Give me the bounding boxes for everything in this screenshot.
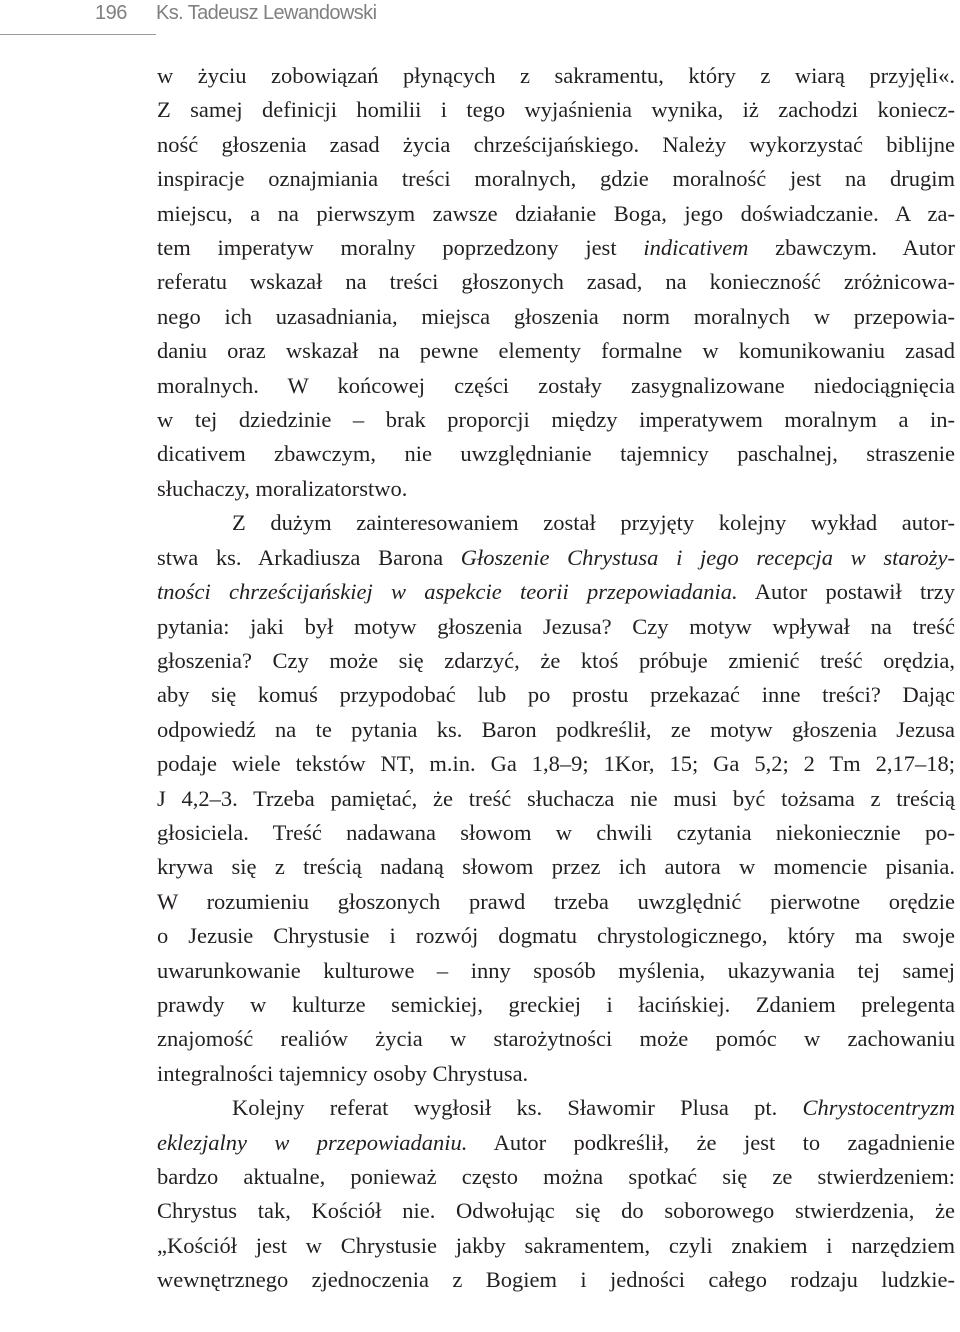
text-line (157, 919, 955, 953)
text-line (157, 541, 955, 575)
text-run: moralnych. W końcowej części zostały zasygnalizowane niedociągnięcia (157, 372, 955, 398)
text-line (157, 1229, 955, 1263)
italic-title: eklezjalny w przepowiadaniu. (157, 1129, 468, 1155)
text-line (157, 678, 955, 712)
text-line (157, 437, 955, 471)
text-run: pytania: jaki był motyw głoszenia Jezusa? Czy motyw wpływał na treść (157, 613, 955, 639)
text-line (157, 472, 955, 506)
text-line (157, 1091, 955, 1125)
italic-title: tności chrześcijańskiej w aspekcie teorii przepowiadania. (157, 579, 738, 605)
text-line (157, 816, 955, 850)
text-run: inspiracje oznajmiania treści moralnych, gdzie moralność jest na drugim (157, 166, 955, 192)
text-line (157, 1022, 955, 1056)
text-run: nego ich uzasadniania, miejsca głoszenia norm moralnych w przepowia- (157, 303, 955, 329)
text-run: aby się komuś przypodobać lub po prostu przekazać inne treści? Dając (157, 682, 955, 708)
text-line (157, 1057, 955, 1091)
text-run: Kolejny referat wygłosił ks. Sławomir Plusa pt. (232, 1095, 803, 1121)
text-run: J 4,2–3. Trzeba pamiętać, że treść słuchacza nie musi być tożsama z treścią (157, 785, 955, 811)
text-run: podaje wiele tekstów NT, m.in. Ga 1,8–9; 1Kor, 15; Ga 5,2; 2 Tm 2,17–18; (157, 751, 955, 777)
body-text (157, 59, 955, 1298)
text-run: daniu oraz wskazał na pewne elementy formalne w komunikowaniu zasad (157, 338, 955, 364)
text-line (157, 300, 955, 334)
text-run: uwarunkowanie kulturowe – inny sposób myślenia, ukazywania tej samej (157, 957, 955, 983)
text-run: głosiciela. Treść nadawana słowom w chwili czytania niekoniecznie po- (157, 819, 955, 845)
text-run: ność głoszenia zasad życia chrześcijańskiego. Należy wykorzystać biblijne (157, 131, 955, 157)
text-line (157, 850, 955, 884)
running-head: Ks. Tadeusz Lewandowski (156, 2, 377, 24)
text-run: słuchaczy, moralizatorstwo. (157, 475, 408, 501)
text-line (157, 747, 955, 781)
text-run: referatu wskazał na treści głoszonych zasad, na konieczność zróżnicowa- (157, 269, 955, 295)
text-line (157, 93, 955, 127)
text-run: tem imperatyw moralny poprzedzony jest (157, 235, 644, 261)
text-run: głoszenia? Czy może się zdarzyć, że ktoś próbuje zmienić treść orędzia, (157, 647, 955, 673)
text-run: Z samej definicji homilii i tego wyjaśnienia wynika, iż zachodzi koniecz- (157, 97, 955, 123)
italic-title: indicativem (643, 235, 749, 261)
text-line (157, 988, 955, 1022)
text-run: Autor podkreślił, że jest to zagadnienie (467, 1129, 955, 1155)
text-run: dicativem zbawczym, nie uwzględnianie tajemnicy paschalnej, straszenie (157, 441, 955, 467)
text-run: integralności tajemnicy osoby Chrystusa. (157, 1060, 529, 1086)
text-run: znajomość realiów życia w starożytności może pomóc w zachowaniu (157, 1026, 955, 1052)
text-line (157, 644, 955, 678)
italic-title: Chrystocentryzm (802, 1095, 955, 1121)
text-line (157, 506, 955, 540)
text-run: Autor postawił trzy (737, 579, 955, 605)
paragraph (157, 1091, 955, 1297)
text-line (157, 610, 955, 644)
text-line (157, 59, 955, 93)
page-number: 196 (95, 2, 127, 24)
paragraph (157, 59, 955, 506)
text-line (157, 782, 955, 816)
italic-title: Głoszenie Chrystusa i jego recepcja w staroży- (460, 544, 955, 570)
text-run: stwa ks. Arkadiusza Barona (157, 544, 461, 570)
paragraph (157, 506, 955, 1091)
text-run: w życiu zobowiązań płynących z sakramentu, który z wiarą przyjęli«. (157, 63, 955, 88)
text-line (157, 1263, 955, 1297)
text-line (157, 128, 955, 162)
text-run: zbawczym. Autor (748, 235, 956, 261)
text-line (157, 575, 955, 609)
text-line (157, 713, 955, 747)
text-line (157, 231, 955, 265)
text-line (157, 1160, 955, 1194)
text-run: Z dużym zainteresowaniem został przyjęty kolejny wykład autor- (232, 510, 955, 536)
text-line (157, 369, 955, 403)
header-rule (0, 34, 156, 35)
text-run: wewnętrznego zjednoczenia z Bogiem i jedności całego rodzaju ludzkie- (157, 1267, 955, 1293)
text-line (157, 162, 955, 196)
text-run: miejscu, a na pierwszym zawsze działanie Boga, jego doświadczanie. A za- (157, 200, 955, 226)
text-run: w tej dziedzinie – brak proporcji między imperatywem moralnym a in- (157, 407, 955, 433)
text-line (157, 1194, 955, 1228)
text-run: krywa się z treścią nadaną słowom przez ich autora w momencie pisania. (157, 854, 955, 880)
page-header (0, 0, 960, 40)
text-run: odpowiedź na te pytania ks. Baron podkreślił, ze motyw głoszenia Jezusa (157, 716, 955, 742)
text-run: bardzo aktualne, ponieważ często można spotkać się ze stwierdzeniem: (157, 1164, 955, 1189)
text-line (157, 954, 955, 988)
text-line (157, 885, 955, 919)
text-line (157, 197, 955, 231)
text-line (157, 334, 955, 368)
text-run: o Jezusie Chrystusie i rozwój dogmatu chrystologicznego, który ma swoje (157, 923, 955, 949)
text-run: prawdy w kulturze semickiej, greckiej i łacińskiej. Zdaniem prelegenta (157, 991, 955, 1017)
text-line (157, 1126, 955, 1160)
text-line (157, 265, 955, 299)
text-run: Chrystus tak, Kościół nie. Odwołując się do soborowego stwierdzenia, że (157, 1198, 955, 1224)
text-run: W rozumieniu głoszonych prawd trzeba uwzględnić pierwotne orędzie (157, 888, 955, 914)
text-line (157, 403, 955, 437)
text-run: „Kościół jest w Chrystusie jakby sakramentem, czyli znakiem i narzędziem (157, 1232, 955, 1258)
